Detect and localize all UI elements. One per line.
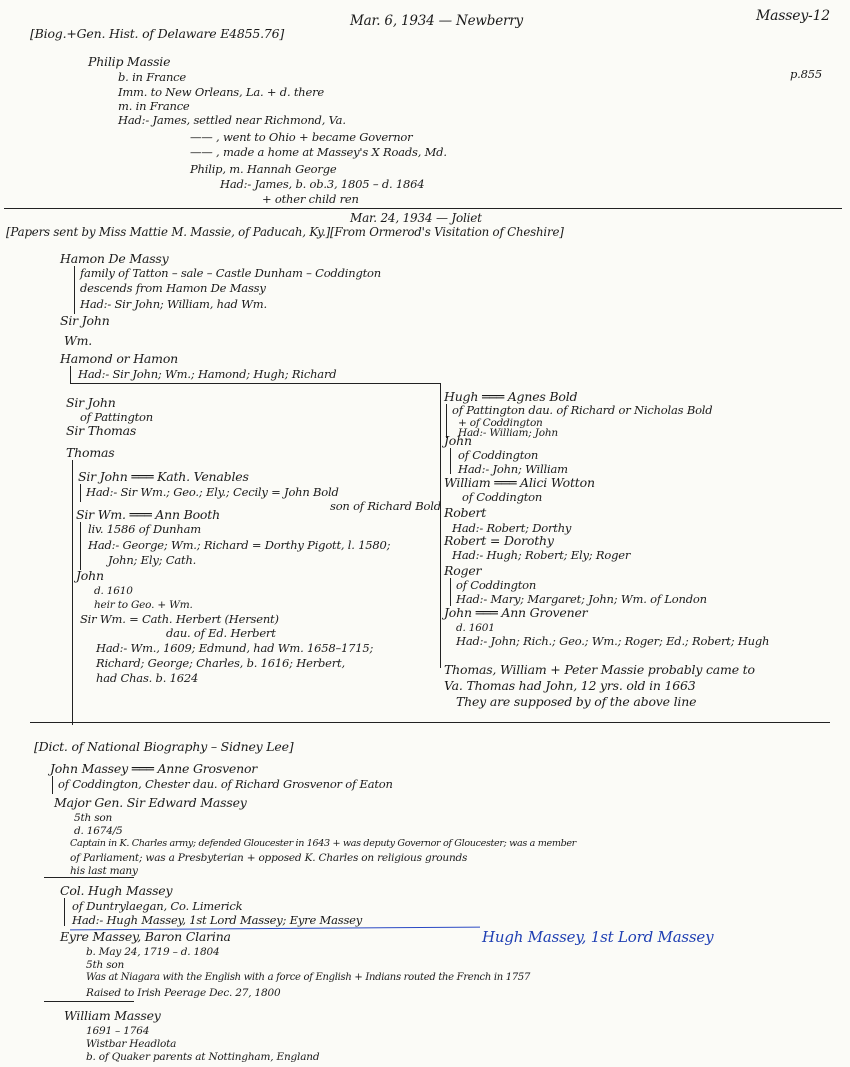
s2-left-line: Had:- Sir Wm.; Geo.; Ely.; Cecily = John Bold <box>86 485 339 499</box>
s2-right-line: Had:- Robert; Dorthy <box>452 521 572 535</box>
s1-line: m. in France <box>118 99 190 113</box>
bracket-line <box>80 484 81 502</box>
s2-right-line: Robert <box>444 505 487 520</box>
s2-right-line: of Coddington <box>462 490 543 504</box>
s2-right-line: Robert = Dorothy <box>444 533 554 548</box>
section2-source: [Papers sent by Miss Mattie M. Massie, of Paducah, Ky.][From Ormerod's Visitation of Cheshire] <box>6 225 564 239</box>
bracket-line <box>450 448 451 474</box>
s1-line: b. in France <box>118 70 186 84</box>
bracket-line <box>70 366 71 384</box>
branch-line <box>440 383 441 668</box>
s3-line: Captain in K. Charles army; defended Gloucester in 1643 + was deputy Governor of Gloucester; was a member <box>70 838 576 849</box>
s3-line: d. 1674/5 <box>74 825 123 837</box>
s2-right-line: of Coddington <box>458 448 539 462</box>
s2-right-line: Hugh ═══ Agnes Bold <box>444 389 578 404</box>
bracket-line <box>80 522 81 570</box>
s2-right-line: William ═══ Alici Wotton <box>444 475 595 490</box>
section1-date: Mar. 6, 1934 — Newberry <box>350 13 523 29</box>
s2-left-line: Hamond or Hamon <box>60 351 179 366</box>
s2-left-line: d. 1610 <box>94 585 133 597</box>
s2-left-line: Had:- Sir John; Wm.; Hamond; Hugh; Richard <box>78 367 337 381</box>
s2-left-line: heir to Geo. + Wm. <box>94 599 193 611</box>
s2-right-line: Had:- John; Rich.; Geo.; Wm.; Roger; Ed.; Robert; Hugh <box>456 634 770 648</box>
s2-right-line: Roger <box>444 563 482 578</box>
s2-right-line: John <box>444 433 472 448</box>
s1-line: + other child ren <box>262 192 359 206</box>
bracket-line <box>74 266 75 314</box>
s3-line: of Parliament; was a Presbyterian + opposed K. Charles on religious grounds <box>70 852 468 864</box>
bracket-line <box>450 578 451 606</box>
s2-right-line: d. 1601 <box>456 622 495 634</box>
s3-line: John Massey ═══ Anne Grosvenor <box>50 761 258 776</box>
s2-left-line: of Pattington <box>80 410 153 424</box>
bracket-line <box>64 898 65 926</box>
s3-line: 1691 – 1764 <box>86 1025 150 1037</box>
s2-left-line: Had:- Sir John; William, had Wm. <box>80 297 267 311</box>
blue-annotation: Hugh Massey, 1st Lord Massey <box>482 928 714 946</box>
s1-line: —— , made a home at Massey's X Roads, Md. <box>190 145 447 159</box>
section1-source: [Biog.+Gen. Hist. of Delaware E4855.76] <box>30 26 285 41</box>
s2-left-line: Sir Thomas <box>66 423 137 438</box>
s3-line: of Coddington, Chester dau. of Richard Grosvenor of Eaton <box>58 777 393 791</box>
s2-left-line: Sir Wm. ═══ Ann Booth <box>76 507 220 522</box>
s2-right-line: + of Coddington <box>458 417 543 429</box>
s3-line: Eyre Massey, Baron Clarina <box>60 929 231 944</box>
s2-left-line: Sir John ═══ Kath. Venables <box>78 469 249 484</box>
s3-line: 5th son <box>74 812 113 824</box>
s2-right-line: Had:- Mary; Margaret; John; Wm. of London <box>456 592 707 606</box>
s1-line: Imm. to New Orleans, La. + d. there <box>118 85 325 99</box>
s2-left-line: Hamon De Massy <box>60 251 169 266</box>
branch-line <box>70 383 440 384</box>
s2-right-line: of Coddington <box>456 578 537 592</box>
s2-right-line: Had:- Hugh; Robert; Ely; Roger <box>452 548 631 562</box>
s3-line: William Massey <box>64 1008 161 1023</box>
s2-left-line: Wm. <box>64 333 93 348</box>
page-label: Massey-12 <box>756 8 830 24</box>
branch-line <box>44 1001 134 1002</box>
section3-source: [Dict. of National Biography – Sidney Lee] <box>34 739 294 754</box>
s2-left-line: liv. 1586 of Dunham <box>88 522 201 536</box>
s2-left-line: Thomas <box>66 445 115 460</box>
s1-line: Had:- James, b. ob.3, 1805 – d. 1864 <box>220 177 425 191</box>
section-divider <box>30 722 830 723</box>
s3-line: b. of Quaker parents at Nottingham, England <box>86 1051 320 1063</box>
s2-left-line: Sir John <box>66 395 116 410</box>
bracket-line <box>72 460 73 725</box>
s1-line: Philip, m. Hannah George <box>190 162 337 176</box>
s3-line: Was at Niagara with the English with a force of English + Indians routed the French in 1757 <box>86 972 531 983</box>
s2-left-line: John <box>76 568 104 583</box>
s3-line: Raised to Irish Peerage Dec. 27, 1800 <box>86 987 281 999</box>
s1-line: Philip Massie <box>88 54 171 69</box>
s2-left-line: son of Richard Bold <box>330 499 441 513</box>
s2-left-line: Sir Wm. = Cath. Herbert (Hersent) <box>80 612 279 626</box>
s3-line: Had:- Hugh Massey, 1st Lord Massey; Eyre Massey <box>72 913 363 927</box>
s2-right-line: Had:- John; William <box>458 462 568 476</box>
branch-line <box>44 877 134 878</box>
s2-right-line: They are supposed by of the above line <box>456 694 697 709</box>
s2-left-line: had Chas. b. 1624 <box>96 671 199 685</box>
s2-left-line: Richard; George; Charles, b. 1616; Herbert, <box>96 656 345 670</box>
s3-line: b. May 24, 1719 – d. 1804 <box>86 946 220 958</box>
s3-line: Wistbar Headlota <box>86 1038 177 1050</box>
s2-left-line: Had:- Wm., 1609; Edmund, had Wm. 1658–1715; <box>96 641 374 655</box>
s1-line: Had:- James, settled near Richmond, Va. <box>118 113 346 127</box>
s2-right-line: Thomas, William + Peter Massie probably came to <box>444 662 755 677</box>
s2-left-line: family of Tatton – sale – Castle Dunham – Coddington <box>80 266 381 280</box>
s3-line: 5th son <box>86 959 125 971</box>
s2-right-line: of Pattington dau. of Richard or Nicholas Bold <box>452 403 713 417</box>
s2-left-line: descends from Hamon De Massy <box>80 281 266 295</box>
s2-right-line: John ═══ Ann Grovener <box>444 605 588 620</box>
s1-line: —— , went to Ohio + became Governor <box>190 130 413 144</box>
s3-line: Major Gen. Sir Edward Massey <box>54 795 247 810</box>
s2-left-line: John; Ely; Cath. <box>108 553 197 567</box>
section2-date: Mar. 24, 1934 — Joliet <box>350 211 482 225</box>
bracket-line <box>52 776 53 794</box>
s2-left-line: Sir John <box>60 313 110 328</box>
section-divider <box>4 208 842 209</box>
s3-line: Col. Hugh Massey <box>60 883 173 898</box>
s3-note: his last many <box>70 865 138 877</box>
s2-left-line: dau. of Ed. Herbert <box>166 626 276 640</box>
s3-line: of Duntrylaegan, Co. Limerick <box>72 899 243 913</box>
page-reference: p.855 <box>790 67 822 81</box>
s2-right-line: Va. Thomas had John, 12 yrs. old in 1663 <box>444 678 696 693</box>
s2-left-line: Had:- George; Wm.; Richard = Dorthy Pigott, l. 1580; <box>88 538 391 552</box>
s2-right-line: Had:- William; John <box>458 427 558 439</box>
